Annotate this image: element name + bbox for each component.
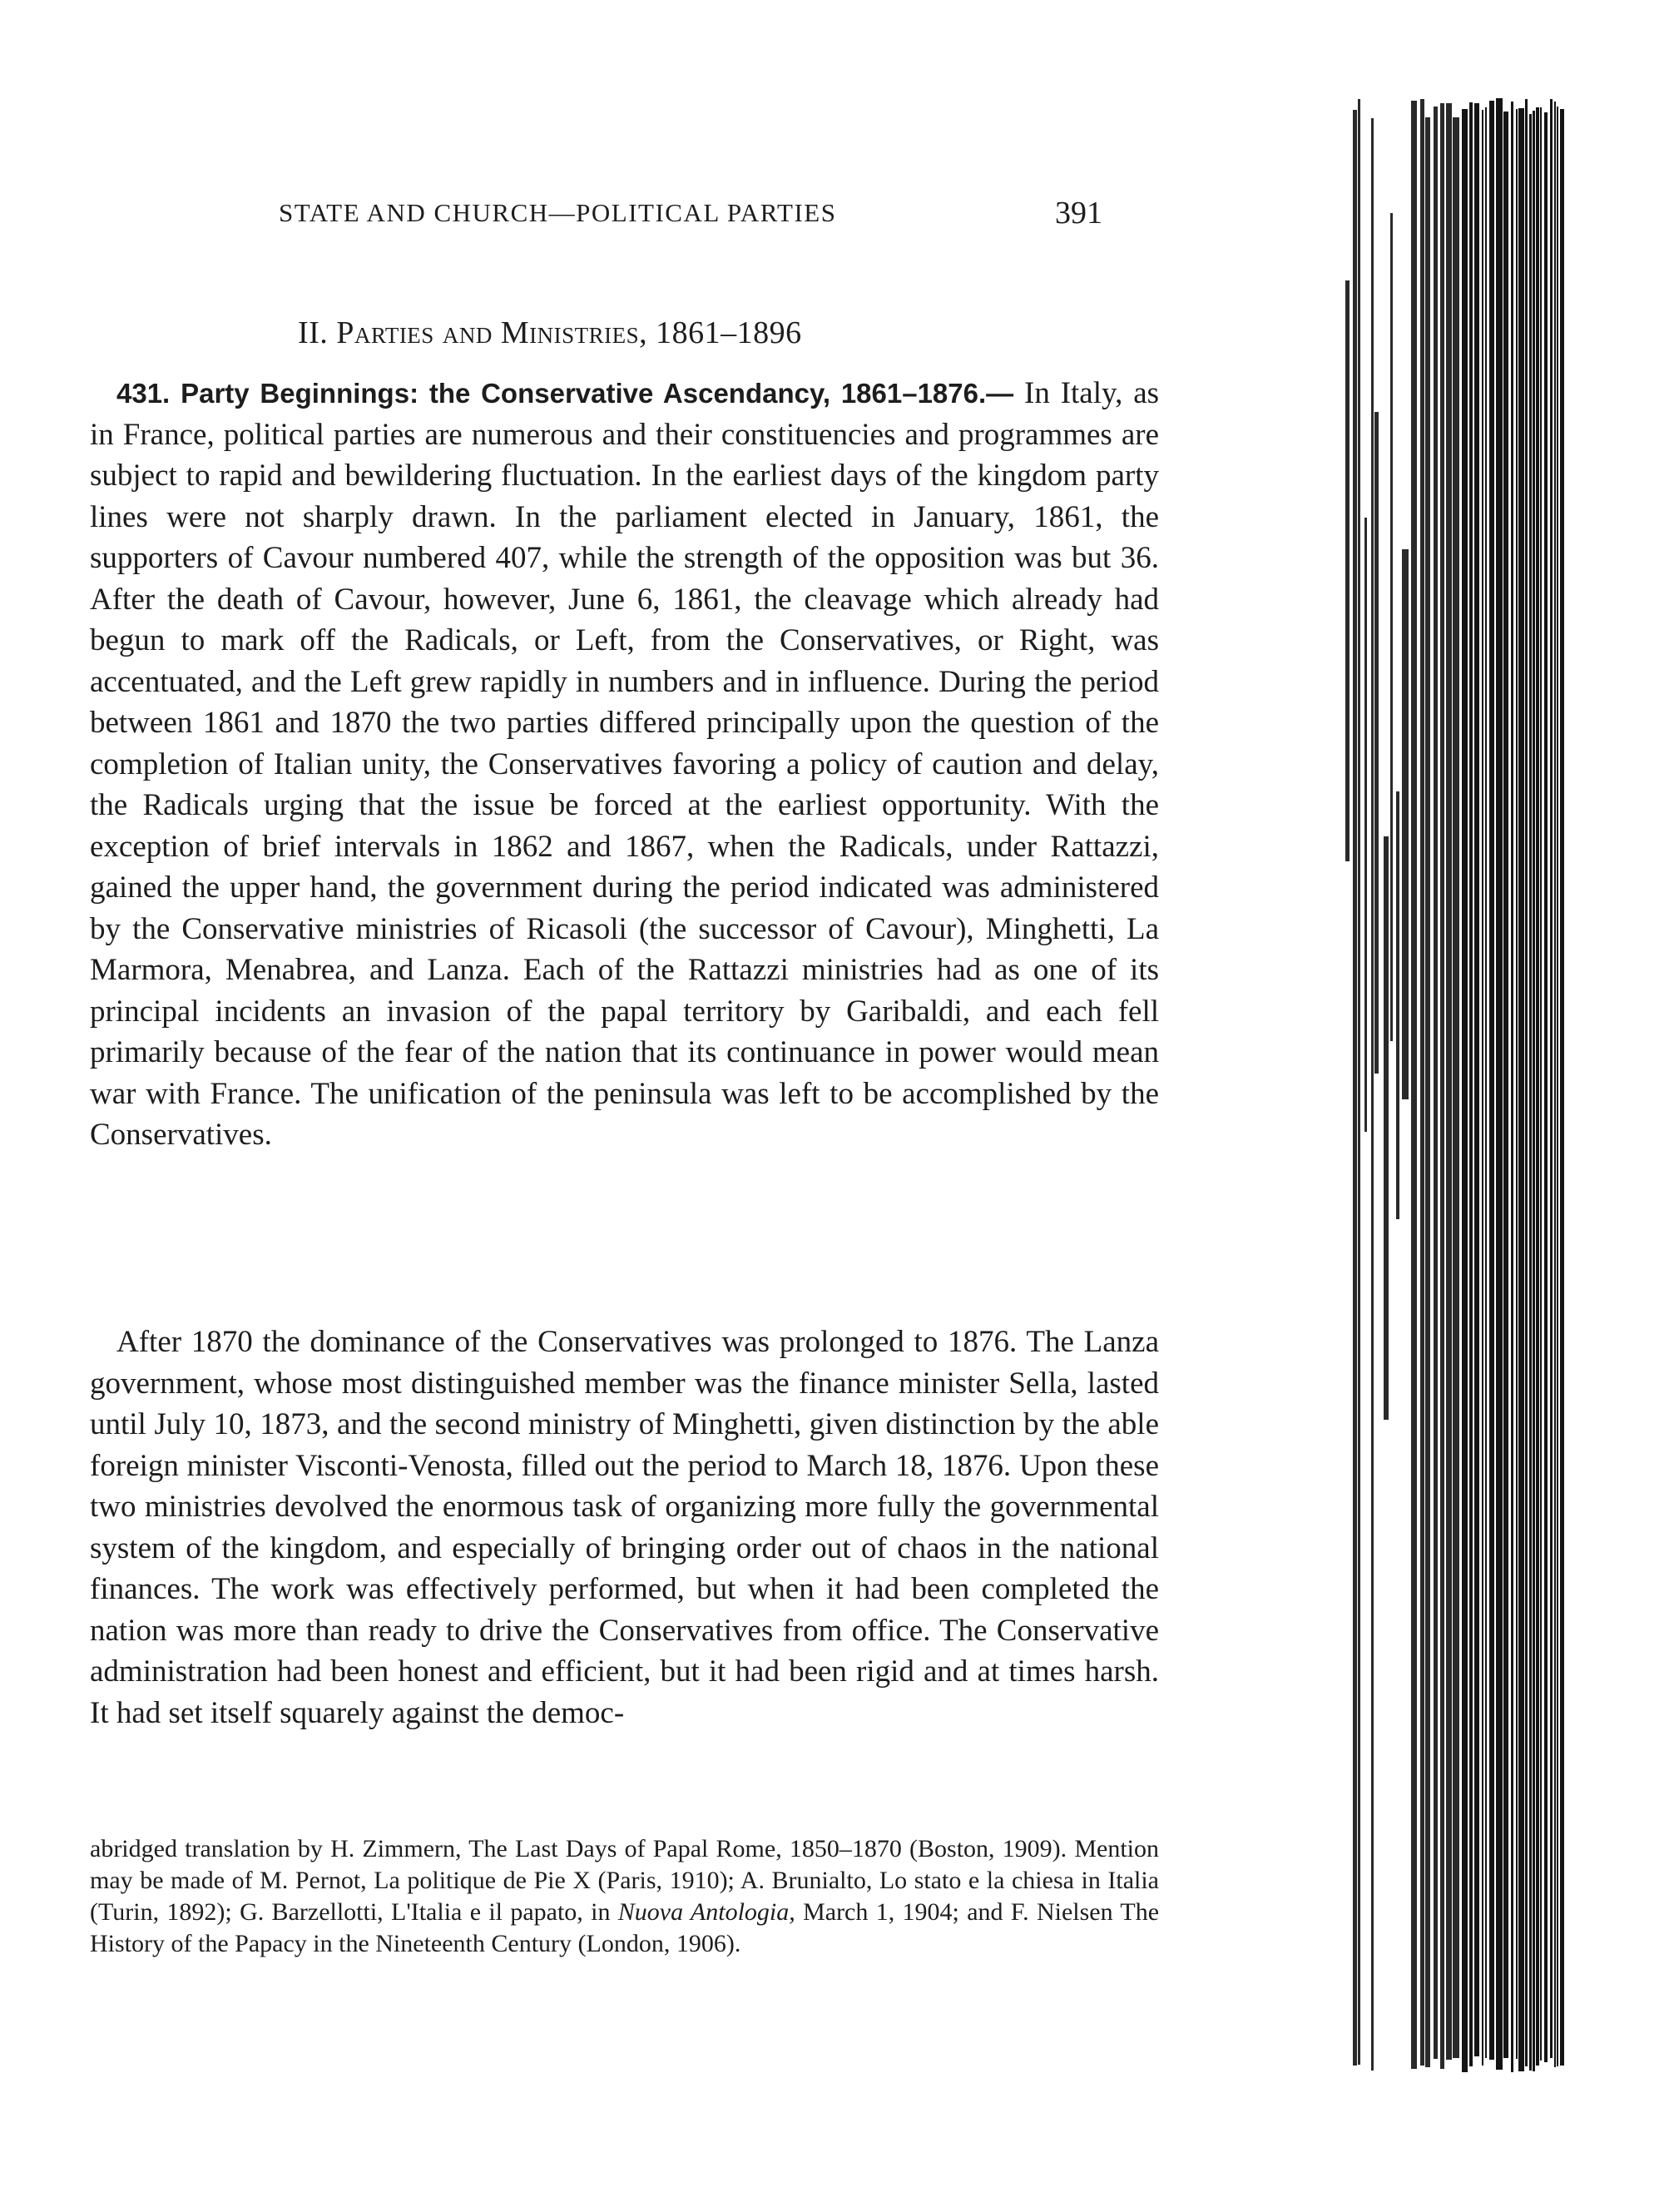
page-number: 391 bbox=[1055, 196, 1102, 231]
footnote-journal-title: Nuova Antologia, bbox=[617, 1898, 795, 1926]
paragraph-431 bbox=[90, 373, 1159, 1156]
footnote-text bbox=[90, 1833, 1159, 1960]
paragraph-heading: Party Beginnings: the Conservative Ascendancy, 1861–1876.— bbox=[181, 378, 1014, 409]
paragraph-number: 431. bbox=[116, 378, 171, 409]
page-edge-image bbox=[1345, 98, 1566, 2072]
page-edge-strip bbox=[1345, 98, 1566, 2072]
footnote-part-2: March 1, 1904; and F. Nielsen The History of the Papacy in the Nineteenth Century (London, 1906). bbox=[90, 1898, 1160, 1957]
footnote-part-1: abridged translation by H. Zimmern, The Last Days of Papal Rome, 1850–1870 (Boston, 1909). Mention may be made of M. Pernot, La politique de Pie X (Paris, 1910); A. Brunialto, Lo stato e la chiesa in Italia (Turin, 1892); G. Barzellotti, L'Italia e il papato, in bbox=[90, 1835, 1159, 1926]
paragraph-after-1870-text: After 1870 the dominance of the Conservatives was prolonged to 1876. The Lanza government, whose most distinguished member was the finance minister Sella, lasted until July 10, 1873, and the second ministry of Minghetti, given distinction by the able foreign minister Visconti-Venosta, filled out the period to March 18, 1876. Upon these two ministries devolved the enormous task of organizing more fully the governmental system of the kingdom, and especially of bringing order out of chaos in the national finances. The work was effectively performed, but when it had been completed the nation was more than ready to drive the Conservatives from office. The Conservative administration had been honest and efficient, but it had been rigid and at times harsh. It had set itself squarely against the democ- bbox=[90, 1325, 1159, 1730]
paragraph-431-text bbox=[90, 373, 1159, 1156]
section-heading: II. Parties and Ministries, 1861–1896 bbox=[298, 315, 802, 350]
paragraph-after-1870 bbox=[90, 1322, 1159, 1733]
running-head bbox=[279, 198, 1102, 240]
running-title: STATE AND CHURCH—POLITICAL PARTIES bbox=[279, 198, 837, 227]
paragraph-431-body: In Italy, as in France, political parties are numerous and their constituencies and programmes are subject to rapid and bewildering fluctuation. In the earliest days of the kingdom party lines were not sharply drawn. In the parliament elected in January, 1861, the supporters of Cavour numbered 407, while the strength of the opposition was but 36. After the death of Cavour, however, June 6, 1861, the cleavage which already had begun to mark off the Radicals, or Left, from the Conservatives, or Right, was accentuated, and the Left grew rapidly in numbers and in influence. During the period between 1861 and 1870 the two parties differed principally upon the question of the completion of Italian unity, the Conservatives favoring a policy of caution and delay, the Radicals urging that the issue be forced at the earliest opportunity. With the exception of brief intervals in 1862 and 1867, when the Radicals, under Rattazzi, gained the upper hand, the government during the period indicated was administered by the Conservative ministries of Ricasoli (the successor of Cavour), Minghetti, La Marmora, Menabrea, and Lanza. Each of the Rattazzi ministries had as one of its principal incidents an invasion of the papal territory by Garibaldi, and each fell primarily because of the fear of the nation that its continuance in power would mean war with France. The unification of the peninsula was left to be accomplished by the Conservatives. bbox=[90, 376, 1160, 1152]
footnote bbox=[90, 1833, 1159, 1960]
